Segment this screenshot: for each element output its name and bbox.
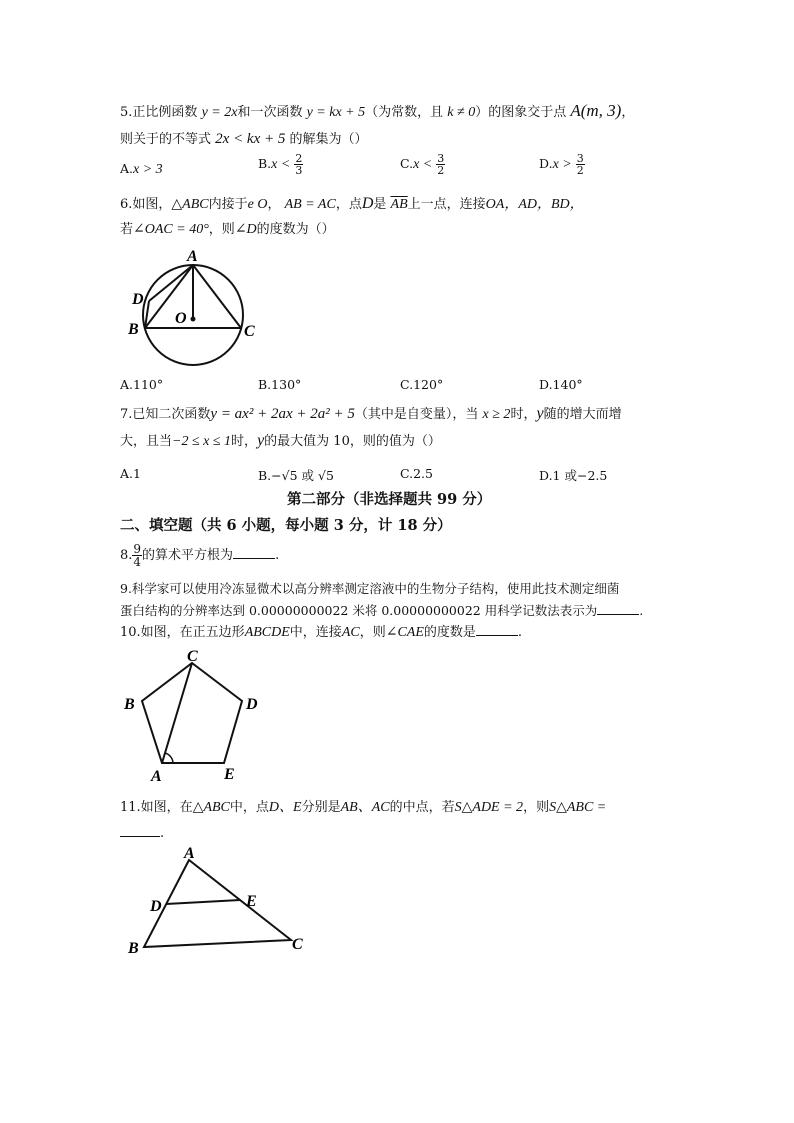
q5-option-c-fraction: $\frac{3}{2}$ xyxy=(437,152,445,177)
q11-label-d: D xyxy=(150,898,162,915)
q7-option-b[interactable]: B.−√5 或 √5 xyxy=(258,468,334,483)
q10-answer-blank[interactable] xyxy=(476,635,518,636)
q9-line2: 蛋白结构的分辨率达到 0.00000000022 米将 0.00000000022 用科学记数法表示为 . xyxy=(120,603,644,618)
q8-line: 8. $\frac{9}{4}$ 的算术平方根为 . xyxy=(120,542,280,569)
part2-heading: 第二部分（非选择题共 99 分） xyxy=(287,491,492,508)
q5-option-d[interactable]: D.x > $\frac{3}{2}$ xyxy=(539,152,584,177)
q7-option-a[interactable]: A.1 xyxy=(120,466,141,481)
q6-label-o: O xyxy=(175,310,187,327)
q10-pentagon-figure xyxy=(118,645,278,785)
q5-line1: 5.正比例函数 y = 2x和一次函数 y = kx + 5（为常数，且 k ≠ 0）的图象交于点 A(m, 3)， xyxy=(120,101,635,120)
q11-area-ade: S△ADE = 2 xyxy=(454,800,524,815)
q10-label-c: C xyxy=(187,648,198,665)
q11-label-b: B xyxy=(128,940,139,957)
q11-answer-blank[interactable] xyxy=(120,836,160,837)
q7-option-c[interactable]: C.2.5 xyxy=(400,466,433,481)
q6-option-b[interactable]: B.130° xyxy=(258,377,302,392)
q6-center-dot xyxy=(191,317,196,322)
q5-line2: 则关于的不等式 2x < kx + 5 的解集为（） xyxy=(120,131,368,147)
q6-label-b: B xyxy=(128,321,139,338)
q7-line2: 大，且当−2 ≤ x ≤ 1时，y的最大值为 10，则的值为（） xyxy=(120,432,441,449)
q10-angle-arc xyxy=(165,753,173,763)
q6-label-a: A xyxy=(187,248,198,265)
q9-answer-blank[interactable] xyxy=(597,614,639,615)
q7-line1: 7.已知二次函数y = ax² + 2ax + 2a² + 5（其中是自变量），当 x ≥ 2时，y随的增大而增 xyxy=(120,405,622,422)
q10-pentagon xyxy=(142,663,242,763)
q6-option-d[interactable]: D.140° xyxy=(539,377,583,392)
q8-answer-blank[interactable] xyxy=(233,558,275,559)
q10-label-d: D xyxy=(246,696,258,713)
q5-option-b[interactable]: B.x < $\frac{2}{3}$ xyxy=(258,152,303,177)
q11-label-a: A xyxy=(184,845,195,862)
q6-arc-ab: $\overline{AB}$ xyxy=(390,197,408,212)
section2-heading: 二、填空题（共 6 小题，每小题 3 分，计 18 分） xyxy=(120,517,452,534)
q8-fraction: $\frac{9}{4}$ xyxy=(133,542,142,569)
q11-triangle-figure xyxy=(120,843,320,963)
q6-label-d: D xyxy=(132,291,144,308)
q10-label-e: E xyxy=(224,766,235,783)
q5-option-b-fraction: $\frac{2}{3}$ xyxy=(295,152,303,177)
q11-label-c: C xyxy=(292,936,303,953)
q5-linear-function: y = kx + 5 xyxy=(306,105,366,120)
q11-area-abc: S△ABC = xyxy=(549,800,607,815)
q6-circle-figure xyxy=(120,245,280,375)
q10-label-a: A xyxy=(151,768,162,785)
q6-option-a[interactable]: A.110° xyxy=(120,377,164,392)
q11-line2: . xyxy=(120,823,164,845)
q7-quadratic-function: y = ax² + 2ax + 2a² + 5 xyxy=(210,406,355,422)
q10-line: 10.如图，在正五边形ABCDE中，连接AC，则∠CAE的度数是 . xyxy=(120,625,523,640)
q5-option-a[interactable]: A.x > 3 xyxy=(120,161,163,177)
q6-line2: 若∠OAC = 40°，则∠D的度数为（） xyxy=(120,222,335,237)
q9-line1: 9.科学家可以使用冷冻显微术以高分辨率测定溶液中的生物分子结构，使用此技术测定细菌 xyxy=(120,581,620,596)
q10-label-b: B xyxy=(124,696,135,713)
q5-point-a: A(m, 3) xyxy=(570,101,622,120)
q6-chord-ac xyxy=(193,265,241,328)
q6-option-c[interactable]: C.120° xyxy=(400,377,444,392)
q5-option-c[interactable]: C.x < $\frac{3}{2}$ xyxy=(400,152,445,177)
q11-line1: 11.如图，在△ABC中，点D、E分别是AB、AC的中点，若S△ADE = 2，则S△ABC = xyxy=(120,800,607,815)
q5-inequality: 2x < kx + 5 xyxy=(215,131,286,147)
q5-proportional-function: y = 2x xyxy=(201,105,238,120)
q6-label-c: C xyxy=(244,323,255,340)
q6-line1: 6.如图，△ABC内接于e O， AB = AC，点D是 $\overline{AB}$上一点，连接OA，AD，BD， xyxy=(120,195,584,212)
q7-option-d[interactable]: D.1 或−2.5 xyxy=(539,468,608,483)
q5-number: 5. xyxy=(120,105,133,120)
q11-midline-de xyxy=(166,900,240,904)
q11-label-e: E xyxy=(246,893,257,910)
q5-option-d-fraction: $\frac{3}{2}$ xyxy=(576,152,584,177)
q10-diagonal-ac xyxy=(162,663,192,763)
